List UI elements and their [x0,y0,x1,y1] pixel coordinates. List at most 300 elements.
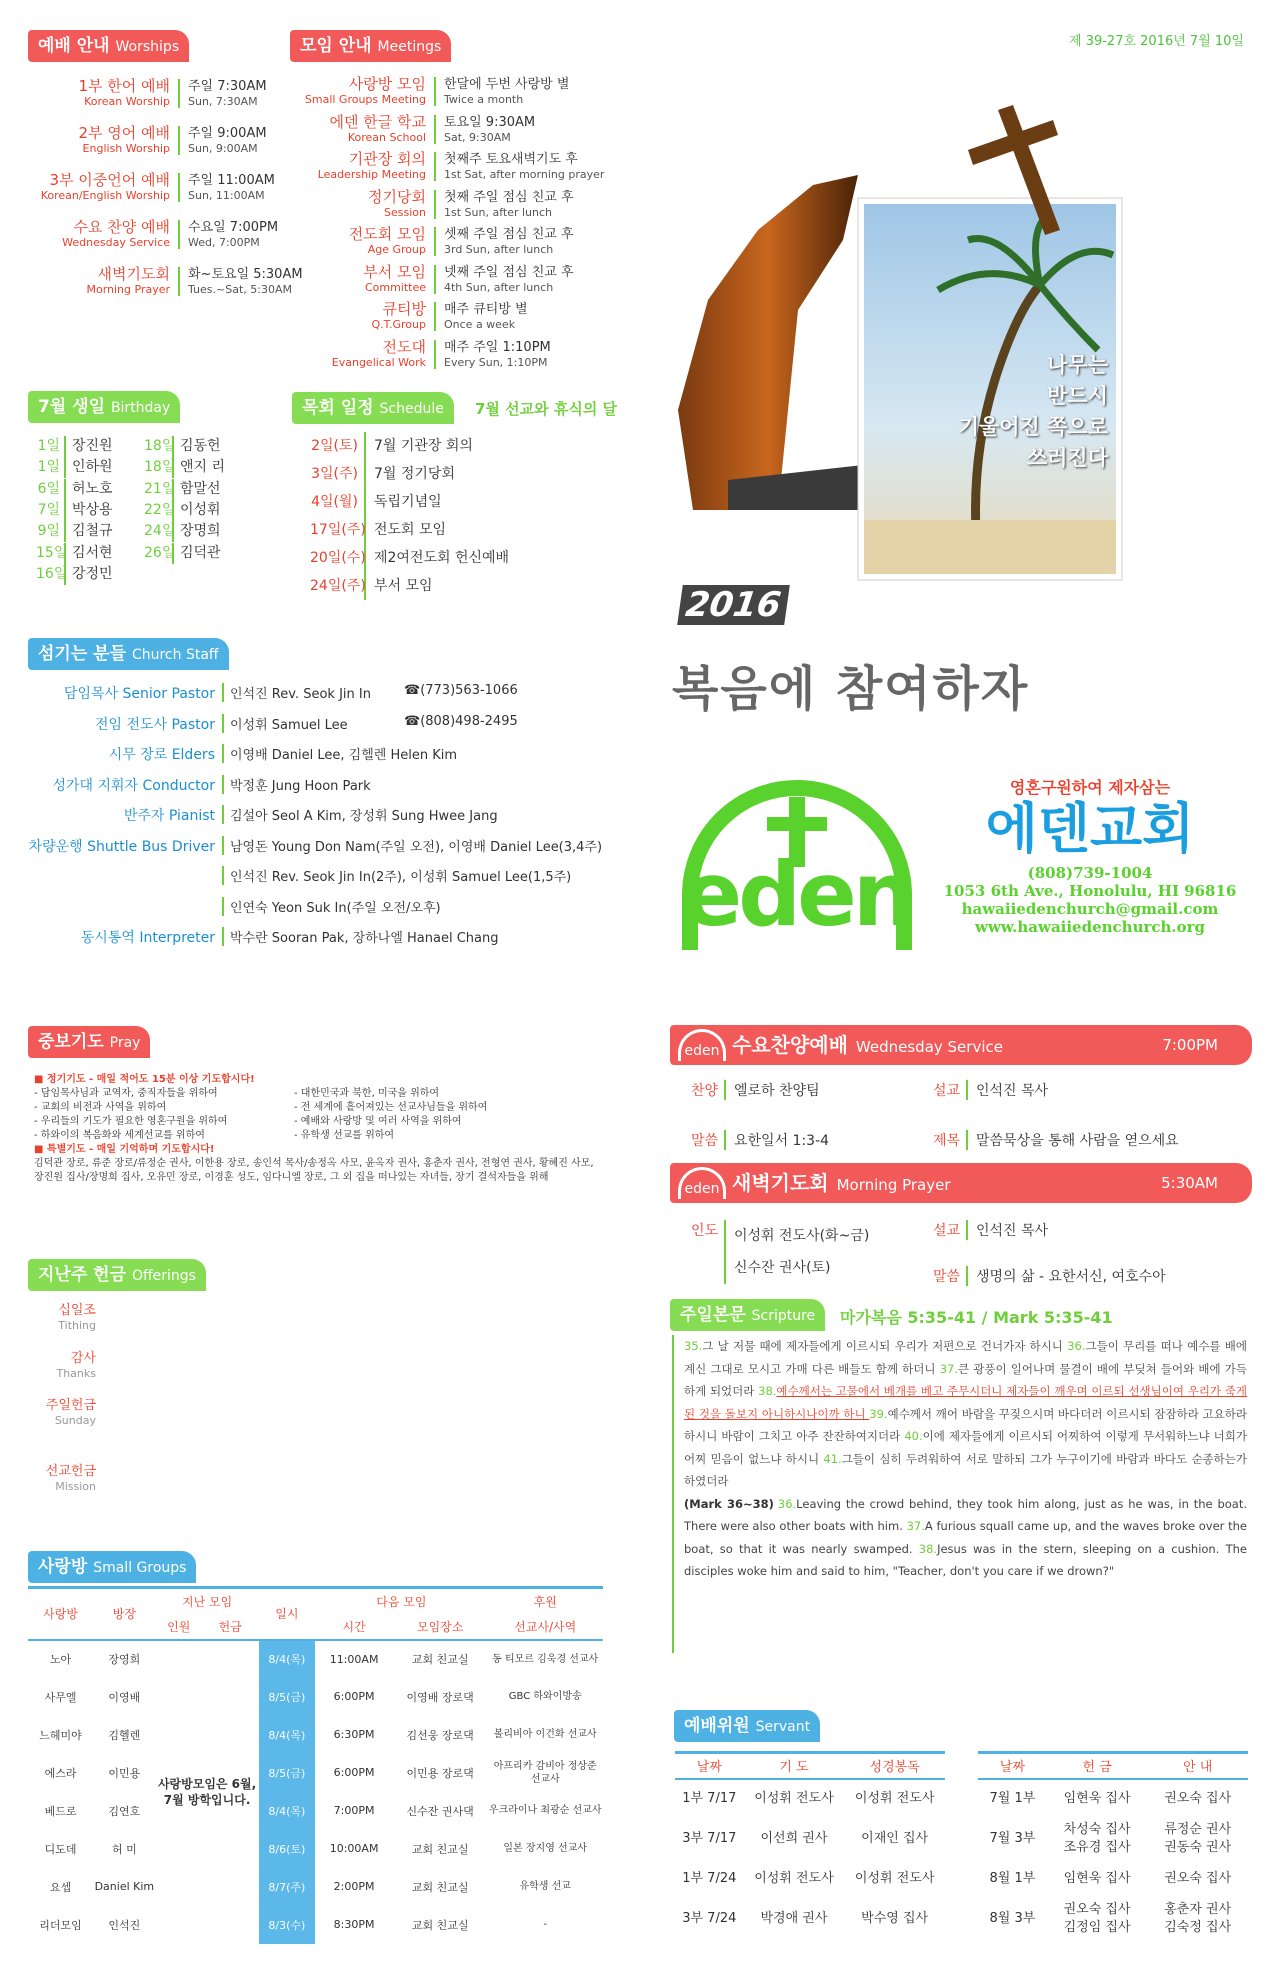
meeting-name-en: Small Groups Meeting [304,93,426,106]
group-time: 6:00PM [333,1766,375,1779]
servant-cell: 7월 3부 [989,1830,1036,1846]
dawn-lead-label: 인도 [690,1223,718,1239]
col-header: 인원 [167,1619,191,1634]
birthday-name: 인하원 [72,459,113,476]
group-support: 아프리카 감비아 정상준 선교사 [493,1760,597,1785]
servant-table-1 [675,1751,945,1939]
staff-role: 담임목사 Senior Pastor [63,686,215,702]
group-place: 교회 친교실 [411,1842,469,1856]
staff-name: 인석진 Rev. Seok Jin In [222,683,371,702]
meeting-time [434,152,604,181]
col-header: 지난 모임 [181,1594,233,1609]
offering-item [26,1351,96,1381]
birthday-date: 1일 [36,436,66,457]
birthday-date: 15일 [36,543,66,564]
staff-phone: ☎(773)563-1066 [404,683,518,698]
schedule-header: 목회 일정 Schedule [292,392,454,424]
pray-item: - 교회의 비전과 사역을 위하여 [34,1102,167,1113]
birthday-name: 함말선 [180,480,221,497]
birthday-header: 7월 생일 Birthday [28,391,180,423]
group-time: 7:00PM [333,1804,375,1817]
worship-time [178,126,267,155]
verse-number: 40. [904,1429,923,1443]
group-time: 6:00PM [333,1690,375,1703]
groups-table [28,1586,603,1944]
table-row [28,1906,603,1944]
church-address: 1053 6th Ave., Honolulu, HI 96816 [943,882,1237,900]
pray-list-right [294,1087,487,1143]
poem-line: 반드시 [1047,384,1108,408]
servant-cell: 3부 7/17 [682,1830,737,1846]
birthday-item [144,500,221,521]
group-time: 11:00AM [329,1652,379,1666]
group-date: 8/5(금) [259,1678,316,1716]
servant-cell: 8월 3부 [989,1910,1036,1926]
church-email[interactable]: hawaiiedenchurch@gmail.com [961,900,1219,918]
group-leader: 이영배 [108,1690,141,1704]
staff-header: 섬기는 분들 Church Staff [28,638,229,670]
group-leader: Daniel Kim [94,1880,155,1893]
offering-name: 감사 [70,1351,96,1366]
wed-praise-label: 찬양 [690,1083,718,1099]
worship-name-en: Morning Prayer [86,283,170,296]
birthday-date: 16일 [36,564,66,585]
verse-text: 그들이 무리를 떠나 예수를 배에 계신 그대로 모시고 가매 다른 배들도 함께 하더니 [684,1339,1247,1376]
offering-item [26,1303,96,1333]
worship-time-ko: 주일 11:00AM [188,173,275,188]
pray-item: - 우리들의 기도가 필요한 영혼구원을 위하여 [34,1116,228,1127]
servant-cell: 박수영 집사 [861,1910,929,1926]
pray-item: - 대한민국과 북한, 미국을 위하여 [294,1088,440,1099]
col-header: 모임장소 [417,1619,464,1634]
birthday-date: 7일 [36,500,66,521]
meetings-header: 모임 안내 Meetings [290,30,451,62]
worship-label [41,172,170,202]
table-row [675,1899,945,1939]
worship-name-en: Korean/English Worship [40,189,170,202]
group-leader: 이민용 [108,1766,141,1780]
group-name: 베드로 [44,1804,77,1818]
meeting-time [434,190,574,219]
meeting-label [371,301,426,331]
eden-mini-icon: eden [678,1167,726,1199]
verse-number: 39. [869,1406,888,1421]
group-date: 8/5(금) [259,1754,316,1792]
meeting-time-ko: 토요일 9:30AM [444,114,536,130]
servant-cell: 3부 7/24 [682,1910,737,1926]
group-leader: 장영희 [108,1653,141,1666]
offering-name-en: Tithing [58,1319,96,1332]
group-date: 8/4(목) [259,1640,316,1678]
group-time: 8:30PM [333,1918,375,1931]
worship-name: 수요 찬양 예배 [73,218,170,236]
verse-text: Jesus was in the stern, sleeping on a cushion. The disciples woke him and said to him, "Teacher, don't you care if we drown?" [684,1541,1247,1578]
staff-name: 인연숙 Yeon Suk In(주일 오전/오후) [222,897,441,916]
meeting-label [368,189,426,219]
poem-line: 나무는 [1047,353,1108,377]
schedule-item [310,544,509,572]
meeting-name: 사랑방 모임 [348,75,426,93]
pray-body [34,1073,594,1185]
schedule-date: 2일(토) [310,432,366,460]
group-support: 유학생 선교 [519,1881,571,1892]
meeting-time [434,265,574,294]
schedule-item [310,432,473,460]
birthday-name: 김동헌 [180,438,221,454]
church-name: 에덴교회 [985,797,1195,860]
verse-text: A furious squall came up, and the waves broke over the boat, so that it was nearly swamped. [684,1519,1247,1556]
birthday-name: 앤지 리 [180,459,226,476]
dawn-bar: eden 새벽기도회 Morning Prayer 5:30AM [670,1163,1252,1203]
meeting-time-ko: 매주 주일 1:10PM [444,339,551,355]
birthday-date: 9일 [36,521,66,542]
birthday-date: 26일 [144,543,174,564]
meeting-name: 기관장 회의 [348,150,426,168]
meeting-name: 에덴 한글 학교 [329,112,426,131]
offering-name: 십일조 [58,1303,96,1318]
worship-name: 2부 영어 예배 [78,124,170,142]
worship-time-ko: 주일 7:30AM [188,79,267,94]
verse-text: 그 날 저물 때에 제자들에게 이르시되 우리가 저편으로 건너가자 하시니 [702,1339,1068,1353]
birthday-name: 장명희 [180,523,221,540]
wed-sermon-label: 설교 [932,1083,960,1099]
table-row [978,1899,1248,1939]
worship-time-en: Wed, 7:00PM [188,236,260,249]
pray-item: - 유학생 선교를 위하여 [294,1130,395,1141]
pray-list-left [34,1087,294,1143]
col-header: 선교사/사역 [514,1619,577,1634]
col-header: 날짜 [675,1753,744,1779]
table-row [675,1859,945,1899]
servant-cell: 1부 7/24 [682,1870,737,1886]
meeting-name: 전도대 [382,337,426,356]
birthday-item [36,457,113,478]
banner-year: 2016 [677,585,789,625]
pray-special-heading: ■ 특별기도 - 매일 기억하며 기도합시다! [34,1144,215,1155]
servant-cell: 권오숙 집사 [1164,1870,1232,1886]
dawn-sermon: 인석진 목사 [966,1220,1048,1240]
servant-cell: 1부 7/17 [682,1791,737,1806]
verse-number: 38. [918,1541,938,1556]
group-name: 노아 [49,1653,72,1666]
staff-name: 인석진 Rev. Seok Jin In(2주), 이성휘 Samuel Lee(1,5주) [222,866,571,885]
pray-item: - 예배와 사랑방 및 여러 사역을 위하여 [294,1116,462,1127]
group-place: 교회 친교실 [411,1918,469,1932]
col-header: 안 내 [1147,1753,1248,1779]
worship-time [178,79,267,108]
worship-name-en: Wednesday Service [62,236,170,249]
birthday-item [36,543,113,564]
schedule-date: 4일(월) [310,488,366,516]
birthday-name: 이성휘 [180,501,221,518]
meeting-name-en: Korean School [347,130,426,144]
birthday-item [36,521,113,542]
offerings-header: 지난주 헌금 Offerings [28,1259,206,1291]
table-row [675,1819,945,1859]
verse-text: 큰 광풍이 일어나며 물결이 배에 부딪쳐 들어와 배에 가득하게 되었더라 [684,1361,1247,1398]
groups-note: 사랑방모임은 6월, 7월 방학입니다. [157,1777,257,1807]
col-header: 다음 모임 [376,1594,427,1609]
col-header: 방장 [112,1607,136,1622]
meeting-label [318,151,426,181]
schedule-date: 20일(수) [310,544,366,572]
birthday-item [36,479,113,500]
church-web[interactable]: www.hawaiiedenchurch.org [974,918,1206,936]
servant-cell: 권오숙 집사 김정임 집사 [1063,1901,1131,1935]
group-place: 이영배 장로댁 [406,1690,474,1704]
meeting-label [332,339,426,369]
servant-cell: 임현욱 집사 [1063,1791,1131,1806]
staff-role: 성가대 지휘자 Conductor [52,777,215,794]
servant-cell: 권오숙 집사 [1164,1791,1232,1806]
staff-role: 시무 장로 Elders [108,747,215,763]
birthday-date: 21일 [144,479,174,500]
table-row [28,1754,603,1792]
group-support: 우크라이나 최광순 선교사 [488,1805,602,1816]
verse-number: 37. [939,1361,958,1376]
staff-role: 차량운행 Shuttle Bus Driver [28,838,215,855]
group-place: 김선웅 장로댁 [406,1728,474,1742]
church-info [940,775,1240,936]
birthday-name: 김철규 [72,523,113,540]
picture-sand [864,520,1116,574]
birthday-date: 18일 [144,436,174,457]
logo-text: eden [682,843,912,946]
pray-special: 김덕관 장로, 류준 장로/류정순 권사, 이한용 장로, 송인석 목사/송정옥 사모, 윤옥자 권사, 홍춘자 권사, 전형연 권사, 황혜진 사모, 장진원 집사/장명희 집사, 오유민 장로, 이경훈 성도, 임다니엘 장로, 그 외 집을 떠나있는 자녀들, 장기 결석자들을 위해 [34,1158,594,1183]
col-header: 날짜 [978,1753,1047,1779]
servant-cell: 박경애 권사 [760,1910,828,1926]
group-place: 교회 친교실 [411,1653,469,1666]
birthday-name: 김서현 [72,544,113,561]
dawn-word: 생명의 삶 - 요한서신, 여호수아 [966,1266,1166,1286]
birthday-item [144,543,221,564]
eden-mini-icon: eden [678,1029,726,1061]
slogan: 복음에 참여하자 [672,661,1030,717]
staff-role: 반주자 Pianist [123,808,215,824]
servant-cell: 차성숙 집사 조유경 집사 [1063,1821,1131,1855]
wed-word: 요한일서 1:3-4 [724,1130,829,1150]
birthday-item [144,521,221,542]
group-name: 요셉 [49,1880,72,1894]
group-place: 신수잔 권사댁 [406,1804,474,1818]
scripture-header: 주일본문 Scripture [670,1299,825,1331]
group-date: 8/7(주) [259,1868,316,1906]
table-row [28,1830,603,1868]
offering-name-en: Thanks [56,1367,96,1380]
worship-time-ko: 수요일 7:00PM [188,220,279,235]
verse-text: 예수께서는 고물에서 베개를 베고 주무시더니 제자들이 깨우며 이르되 선생님이여 우리가 죽게 된 것을 돌보지 아니하시나이까 하니 [684,1384,1247,1421]
meeting-time-en: Every Sun, 1:10PM [444,355,548,369]
meeting-name: 부서 모임 [363,262,426,281]
offering-name: 주일헌금 [45,1398,96,1413]
group-date: 8/4(목) [259,1716,316,1754]
group-name: 느헤미야 [39,1728,82,1742]
col-header: 기 도 [744,1753,845,1779]
staff-name: 남영돈 Young Don Nam(주일 오전), 이영배 Daniel Lee(3,4주) [222,836,602,855]
group-place: 교회 친교실 [411,1880,469,1894]
meeting-time-ko: 매주 큐티방 별 [444,302,528,317]
poem-line: 기울어진 쪽으로 [958,415,1108,439]
wed-topic-label: 제목 [932,1133,960,1149]
meeting-time [434,340,551,369]
verse-number: 41. [823,1451,842,1466]
meeting-time-ko: 셋째 주일 점심 친교 후 [444,227,574,242]
birthday-item [36,436,113,457]
servant-cell: 임현욱 집사 [1063,1870,1131,1886]
birthday-name: 박상용 [72,501,113,518]
birthday-item [144,457,225,478]
worship-time [178,267,303,296]
table-row [28,1640,603,1678]
pray-item: - 전 세계에 흩어져있는 선교사님들을 위하여 [294,1102,488,1113]
worship-time-en: Sun, 11:00AM [188,189,265,202]
meeting-time-en: 4th Sun, after lunch [444,280,554,294]
servant-cell: 홍춘자 권사 김숙정 집사 [1164,1901,1232,1935]
table-row [28,1792,603,1830]
worship-name: 새벽기도회 [97,265,170,283]
group-leader: 허 미 [111,1842,137,1856]
schedule-event: 7월 정기당회 [374,466,455,482]
group-support: GBC 하와이방송 [508,1691,582,1702]
dawn-lead [724,1220,869,1284]
servant-header: 예배위원 Servant [674,1710,820,1742]
dawn-lead-2: 신수잔 권사(토) [734,1260,831,1276]
meeting-time-ko: 첫째주 토요새벽기도 후 [444,152,578,167]
group-name: 디도데 [44,1842,77,1856]
meeting-time-en: 1st Sat, after morning prayer [444,168,605,181]
birthday-date: 6일 [36,479,66,500]
table-row [978,1859,1248,1899]
birthday-date: 18일 [144,457,174,478]
group-name: 사무엘 [44,1690,77,1704]
worship-time-en: Sun, 9:00AM [188,142,258,155]
birthday-item [36,500,113,521]
servant-cell: 이성휘 전도사 [854,1870,935,1886]
group-time: 6:30PM [333,1728,375,1741]
verse-number: 36. [777,1496,797,1511]
servant-cell: 류정순 권사 권동숙 권사 [1164,1821,1232,1855]
meeting-name: 전도회 모임 [348,225,426,243]
verse-text: Leaving the crowd behind, they took him along, just as he was, in the boat. There were also other boats with him. [684,1496,1247,1533]
birthday-item [36,564,113,585]
meeting-time-en: 1st Sun, after lunch [444,205,552,219]
servant-cell: 이재인 집사 [861,1830,929,1846]
poem-line: 쓰러진다 [1026,446,1108,470]
verse-text: 예수께서 깨어 바람을 꾸짖으시며 바다더러 이르시되 잠잠하라 고요하라 하시니 바람이 그치고 아주 잔잔하여지더라 [684,1406,1247,1443]
servant-cell: 7월 1부 [989,1791,1036,1806]
pray-item: - 하와이의 복음화와 세계선교를 위하여 [34,1130,205,1141]
worship-time-ko: 화~토요일 5:30AM [188,267,303,282]
pray-item: - 담임목사님과 교역자, 중직자들을 위하여 [34,1088,218,1099]
servant-cell: 8월 1부 [989,1870,1036,1886]
group-time: 10:00AM [329,1842,379,1855]
schedule-event: 전도회 모임 [374,522,447,538]
schedule-date: 3일(주) [310,460,366,488]
schedule-date: 17일(주) [310,516,366,544]
servant-cell: 이성휘 전도사 [854,1791,935,1806]
schedule-event: 제2여전도회 헌신예배 [374,550,510,566]
schedule-subtitle: 7월 선교와 휴식의 달 [475,400,618,418]
meeting-name-en: Session [384,205,426,219]
group-time: 2:00PM [333,1880,375,1893]
schedule-event: 부서 모임 [374,578,433,594]
meeting-time-en: Twice a month [444,93,524,106]
group-leader: 인석진 [108,1918,141,1932]
schedule-item [310,516,446,544]
birthday-name: 강정민 [72,565,113,582]
meeting-name: 큐티방 [382,300,426,318]
servant-table-2 [978,1751,1248,1939]
rock-shape [678,175,858,510]
verse-number: 36. [1067,1339,1086,1353]
meeting-name-en: Q.T.Group [371,318,426,331]
group-name: 에스라 [44,1766,77,1780]
wednesday-bar: eden 수요찬양예배 Wednesday Service 7:00PM [670,1025,1252,1065]
church-tagline: 영혼구원하여 제자삼는 [1009,778,1171,797]
schedule-event: 독립기념일 [374,494,442,510]
offering-item [26,1398,96,1428]
birthday-date: 24일 [144,521,174,542]
dawn-lead-1: 이성휘 전도사(화~금) [734,1228,870,1244]
meeting-time [434,302,528,331]
col-header: 성경봉독 [844,1753,945,1779]
worship-name-en: Korean Worship [84,95,170,108]
col-header: 헌금 [218,1619,242,1634]
meeting-name-en: Committee [364,280,426,294]
dawn-sermon-label: 설교 [932,1223,960,1239]
pray-heading: ■ 정기기도 - 매일 적어도 15분 이상 기도합시다! [34,1074,255,1085]
meeting-name-en: Leadership Meeting [317,168,426,181]
verse-number: 37. [906,1519,925,1533]
pray-header: 중보기도 Pray [28,1026,150,1058]
worship-name-en: English Worship [82,142,170,155]
servant-cell: 이성휘 전도사 [754,1870,834,1886]
servant-cell: 이선희 권사 [760,1830,828,1846]
verse-text: 이에 제자들에게 이르시되 어찌하여 이렇게 무서워하느냐 너희가 어찌 믿음이 없느냐 하시니 [684,1429,1247,1466]
dawn-word-label: 말씀 [932,1269,960,1285]
table-row [28,1678,603,1716]
church-phone: (808)739-1004 [1027,864,1153,882]
group-support: - [543,1919,548,1930]
worship-header: 예배 안내 Worships [28,30,189,62]
table-row [978,1779,1248,1819]
worship-label [86,266,170,296]
birthday-date: 22일 [144,500,174,521]
worship-label [78,78,170,108]
worship-time-ko: 주일 9:00AM [188,126,267,141]
col-header: 시간 [342,1619,366,1634]
staff-name: 이성휘 Samuel Lee [222,714,348,733]
group-support: 볼리비아 이건화 선교사 [493,1729,597,1740]
schedule-event: 7월 기관장 회의 [374,438,473,454]
church-logo [672,775,922,955]
meeting-time-en: 3rd Sun, after lunch [444,243,554,256]
offering-item [26,1464,96,1494]
table-row [28,1716,603,1754]
birthday-date: 1일 [36,457,66,478]
banner [668,80,1138,645]
group-support: 동 티모르 김욱경 선교사 [492,1653,599,1665]
worship-name: 3부 이중언어 예배 [49,171,170,189]
wed-word-label: 말씀 [690,1133,718,1149]
table-row [978,1819,1248,1859]
birthday-item [144,436,221,457]
wed-topic: 말씀묵상을 통해 사람을 엳으세요 [966,1130,1179,1150]
wed-sermon: 인석진 목사 [966,1080,1048,1100]
meeting-name-en: Age Group [367,243,426,256]
meeting-time-en: Once a week [444,318,516,331]
verse-number: 38. [758,1384,777,1398]
